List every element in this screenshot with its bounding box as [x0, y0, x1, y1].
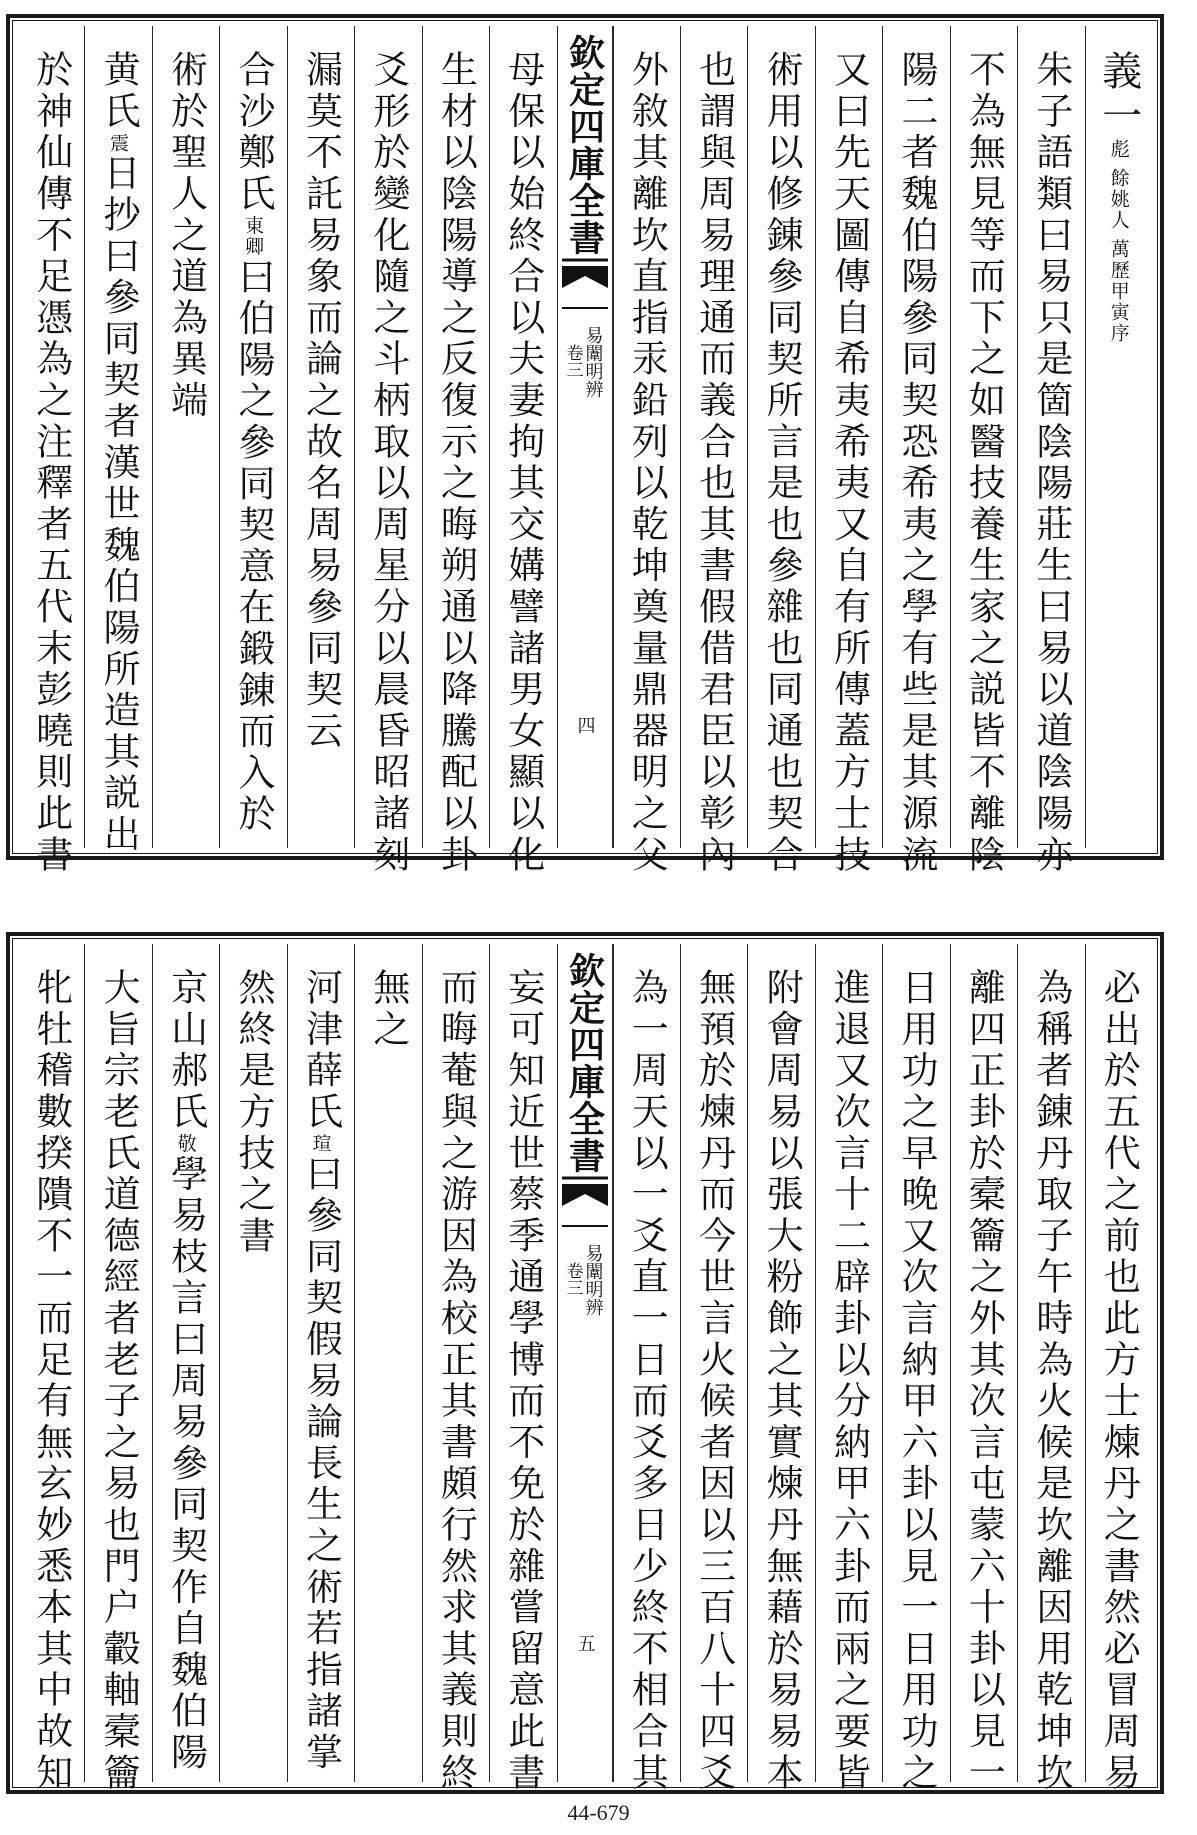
column	[84, 26, 151, 856]
column	[422, 26, 489, 876]
column	[354, 26, 421, 876]
column-text: 不為無見等而下之如醫技養生家之説皆不離陰	[962, 50, 1006, 876]
column	[422, 944, 489, 1794]
column-text: 漏莫不託易象而論之故名周易參同契云	[299, 50, 343, 753]
column-text: 義一	[1095, 50, 1142, 139]
column	[950, 944, 1017, 1794]
column-text: 而晦菴與之游因為校正其書頗行然求其義則終	[434, 968, 478, 1794]
interlinear-note: 瑄	[309, 1133, 332, 1155]
column-text: 進退又次言十二辟卦以分納甲六卦而兩之要皆	[827, 968, 871, 1794]
juan-label: 卷三	[562, 1262, 583, 1296]
column	[489, 944, 556, 1794]
column-text: 曰伯陽之參同契意在鍛錬而入於	[232, 257, 276, 836]
column-text: 日抄曰參同契者漢世魏伯陽所造其説出	[97, 153, 141, 856]
column	[287, 26, 354, 848]
column	[882, 26, 949, 876]
column-text: 大旨宗老氏道德經者老子之易也門户轂軸槖籥	[97, 968, 141, 1794]
fishtail-mark-icon	[562, 1176, 608, 1230]
column	[1017, 944, 1084, 1794]
column	[84, 944, 151, 1794]
column-text: 牝牡稽數揆隤不一而足有無玄妙悉本其中故知	[29, 968, 73, 1794]
column	[815, 26, 882, 876]
column-text: 又曰先天圖傳自希夷希夷又自有所傳蓋方士技	[827, 50, 871, 876]
page-number: 五	[574, 1634, 596, 1652]
column-text: 曰參同契假易論長生之術若指諸掌	[299, 1154, 343, 1774]
column-text: 河津薛氏	[299, 968, 343, 1134]
column	[1085, 26, 1152, 848]
column-text: 也謂與周易理通而義合也其書假借君臣以彰內	[692, 50, 736, 876]
column-text: 母保以始終合以夫妻拘其交媾譬諸男女顯以化	[501, 50, 545, 876]
column-text: 無預於煉丹而今世言火候者因以三百八十四爻	[692, 968, 736, 1794]
column-text: 爻形於變化隨之斗柄取以周星分以晨昏昭諸刻	[366, 50, 410, 876]
book-series-title: 欽定四庫全書	[563, 952, 606, 1174]
column	[613, 944, 680, 1794]
column	[950, 26, 1017, 876]
column	[354, 944, 421, 1782]
column	[152, 26, 219, 848]
column-text: 京山郝氏	[164, 968, 208, 1134]
column	[219, 26, 286, 848]
column	[287, 944, 354, 1782]
column-text: 無之	[366, 968, 410, 1051]
column	[1017, 26, 1084, 876]
column	[613, 26, 680, 876]
column-text: 術於聖人之道為異端	[164, 50, 208, 422]
column-text: 然終是方技之書	[232, 968, 276, 1258]
column-text: 於神仙傳不足憑為之注釋者五代末彭曉則此書	[29, 50, 73, 876]
column-text: 日用功之早晚又次言納甲六卦以見一日用功之	[894, 968, 938, 1794]
column	[747, 944, 814, 1794]
column-text: 為稱者錬丹取子午時為火候是坎離因用乾坤坎	[1029, 968, 1073, 1794]
column-text: 外敘其離坎直指汞鉛列以乾坤奠量鼎器明之父	[625, 50, 669, 876]
center-fold	[557, 944, 613, 1782]
column	[680, 26, 747, 876]
juan-label: 卷三	[562, 344, 583, 378]
column	[152, 944, 219, 1782]
upper-page	[6, 14, 1164, 876]
page-number: 四	[574, 716, 596, 734]
column	[18, 944, 84, 1794]
column-text: 必出於五代之前也此方士煉丹之書然必冒周易	[1097, 968, 1141, 1794]
column	[815, 944, 882, 1794]
book-title: 易闈明辨	[582, 1244, 604, 1316]
book-title: 易闈明辨	[582, 326, 604, 398]
column-text: 朱子語類曰易只是箇陰陽莊生曰易以道陰陽亦	[1029, 50, 1073, 876]
column-text: 附會周易以張大粉飾之其實煉丹無藉於易易本	[760, 968, 804, 1794]
column-text: 為一周天以一爻直一日而爻多日少終不相合其	[625, 968, 669, 1794]
interlinear-note: 彪 餘姚人 萬歷甲寅序	[1107, 138, 1130, 344]
column	[1085, 944, 1152, 1794]
upper-text-columns	[18, 26, 1152, 876]
column-text: 離四正卦於槖籥之外其次言屯蒙六十卦以見一	[962, 968, 1006, 1794]
interlinear-note: 震	[107, 132, 130, 154]
book-series-title: 欽定四庫全書	[563, 34, 606, 256]
column	[219, 944, 286, 1782]
center-fold	[557, 26, 613, 848]
volume-page-label: 44-679	[567, 1800, 630, 1825]
lower-text-columns	[18, 944, 1152, 1794]
column-text: 妄可知近世蔡季通學博而不免於雜嘗留意此書	[501, 968, 545, 1794]
column-text: 學易枝言曰周易參同契作自魏伯陽	[164, 1154, 208, 1774]
column	[489, 26, 556, 876]
column-text: 陽二者魏伯陽參同契恐希夷之學有些是其源流	[894, 50, 938, 876]
interlinear-note: 敬	[174, 1133, 197, 1155]
column	[882, 944, 949, 1794]
column-text: 合沙鄭氏	[232, 50, 276, 216]
column	[18, 26, 84, 876]
column-text: 生材以陰陽導之反復示之晦朔通以降騰配以卦	[434, 50, 478, 876]
column	[747, 26, 814, 876]
column-text: 術用以修錬參同契所言是也參雜也同通也契合	[760, 50, 804, 876]
column	[680, 944, 747, 1794]
fishtail-mark-icon	[562, 258, 608, 312]
interlinear-note: 東卿	[242, 215, 265, 258]
column-text: 黄氏	[97, 50, 141, 133]
lower-page	[6, 932, 1164, 1794]
